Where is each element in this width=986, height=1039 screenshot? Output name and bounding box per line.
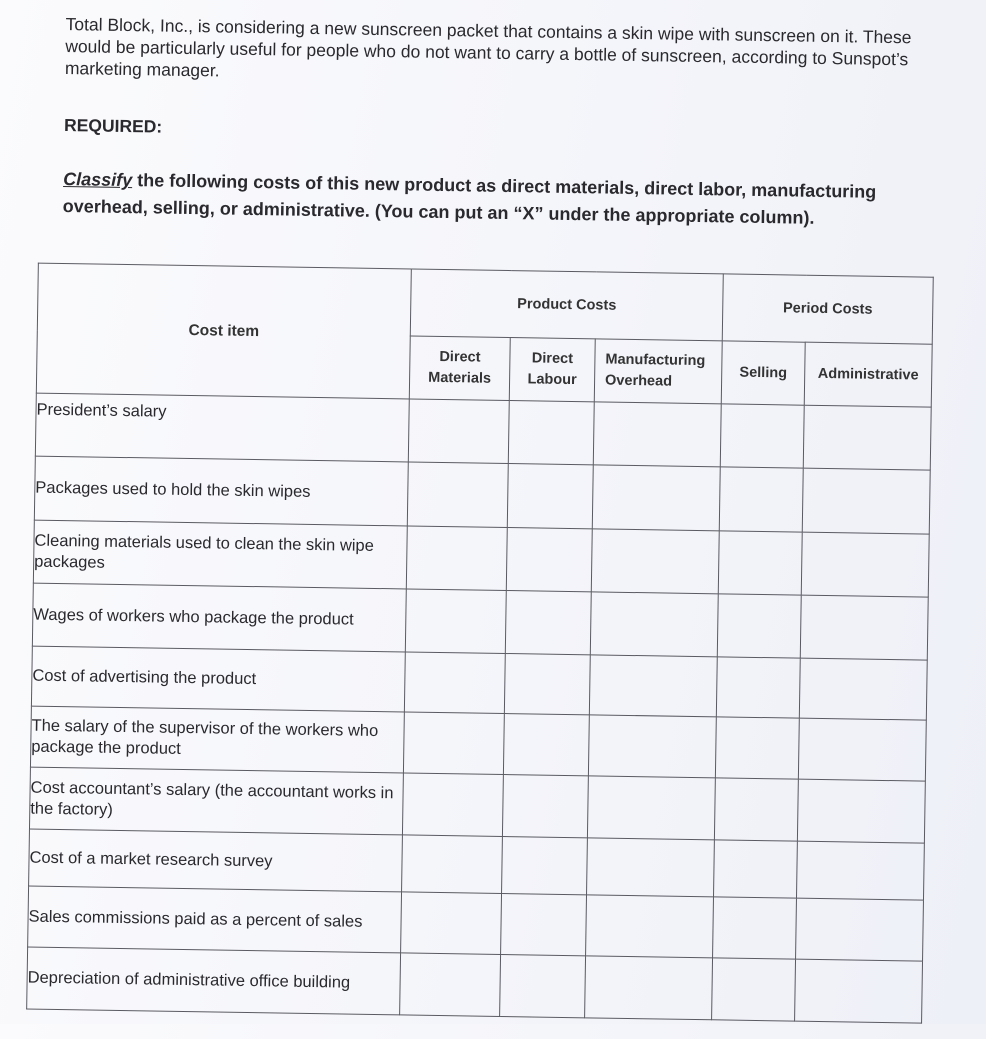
direct-materials-cell[interactable] — [405, 589, 506, 654]
direct-labour-cell[interactable] — [503, 714, 589, 776]
direct-labour-cell[interactable] — [502, 836, 588, 894]
selling-cell[interactable] — [715, 717, 799, 779]
selling-cell[interactable] — [718, 531, 802, 595]
manufacturing-overhead-cell[interactable] — [592, 465, 720, 531]
selling-cell[interactable] — [716, 657, 800, 718]
manufacturing-overhead-cell[interactable] — [589, 655, 717, 717]
period-costs-header: Period Costs — [722, 274, 933, 344]
manufacturing-overhead-cell[interactable] — [591, 529, 719, 594]
cost-item-cell: Cost of a market research survey — [29, 829, 403, 892]
administrative-cell[interactable] — [799, 658, 927, 720]
manufacturing-overhead-cell[interactable] — [585, 956, 713, 1020]
direct-labour-cell[interactable] — [505, 591, 591, 655]
administrative-cell[interactable] — [801, 532, 929, 597]
instruction-paragraph — [63, 166, 934, 234]
direct-materials-cell[interactable] — [406, 526, 507, 591]
administrative-cell[interactable] — [797, 841, 925, 900]
manufacturing-overhead-header: Manufacturing Overhead — [594, 339, 722, 404]
cost-item-cell: President’s salary — [35, 393, 409, 462]
administrative-cell[interactable] — [795, 959, 923, 1023]
direct-labour-cell[interactable] — [504, 654, 590, 715]
direct-materials-cell[interactable] — [407, 462, 508, 528]
administrative-cell[interactable] — [798, 718, 926, 781]
cost-classification-table — [26, 263, 934, 1024]
administrative-cell[interactable] — [803, 405, 931, 470]
direct-labour-cell[interactable] — [500, 954, 586, 1017]
manufacturing-overhead-cell[interactable] — [590, 592, 718, 657]
selling-cell[interactable] — [713, 897, 797, 959]
cost-item-cell: Packages used to hold the skin wipes — [34, 456, 408, 526]
selling-header: Selling — [721, 341, 805, 405]
manufacturing-overhead-cell[interactable] — [587, 776, 715, 840]
cost-item-cell: Wages of workers who package the product — [32, 583, 406, 652]
cost-item-cell: Sales commissions paid as a percent of sales — [28, 886, 402, 953]
selling-cell[interactable] — [720, 404, 804, 468]
direct-materials-cell[interactable] — [408, 399, 509, 464]
direct-materials-cell[interactable] — [402, 835, 503, 894]
direct-materials-cell[interactable] — [401, 892, 502, 955]
cost-item-cell: Cleaning materials used to clean the skin wipe packages — [33, 520, 407, 589]
cost-item-header: Cost item — [36, 263, 411, 399]
direct-materials-cell[interactable] — [404, 652, 505, 714]
instruction-text: the following costs of this new product as direct materials, direct labor, manufacturing overhead, selling, or administrative. (You can put an “X” under the appropriate column). — [62, 170, 877, 228]
selling-cell[interactable] — [717, 594, 801, 658]
table-row — [27, 947, 923, 1023]
direct-materials-header: Direct Materials — [409, 336, 510, 401]
direct-materials-cell[interactable] — [403, 712, 504, 775]
direct-materials-cell[interactable] — [402, 773, 503, 837]
direct-labour-cell[interactable] — [506, 528, 592, 592]
administrative-cell[interactable] — [796, 898, 924, 961]
cost-item-cell: Depreciation of administrative office building — [27, 947, 401, 1015]
cost-item-cell: Cost of advertising the product — [31, 646, 405, 712]
required-heading: REQUIRED: — [63, 115, 163, 137]
manufacturing-overhead-cell[interactable] — [587, 838, 715, 897]
administrative-cell[interactable] — [802, 468, 930, 534]
intro-paragraph: Total Block, Inc., is considering a new sunscreen packet that contains a skin wipe with sunscreen on it. These would be particularly useful for people who do not want to carry a bottle of sunscreen, according to Sunspot’s marketing manager. — [64, 14, 912, 81]
direct-labour-header: Direct Labour — [509, 338, 595, 402]
administrative-cell[interactable] — [797, 779, 925, 843]
selling-cell[interactable] — [712, 958, 796, 1021]
cost-item-cell: Cost accountant’s salary (the accountant works in the factory) — [29, 767, 403, 835]
administrative-cell[interactable] — [800, 595, 928, 660]
administrative-header: Administrative — [804, 342, 932, 407]
direct-labour-cell[interactable] — [507, 464, 593, 529]
instruction-keyword: Classify — [63, 169, 133, 191]
cost-item-cell: The salary of the supervisor of the workers who package the product — [30, 706, 404, 773]
selling-cell[interactable] — [719, 467, 803, 532]
selling-cell[interactable] — [714, 840, 798, 898]
direct-labour-cell[interactable] — [502, 775, 588, 838]
manufacturing-overhead-cell[interactable] — [593, 402, 721, 467]
direct-labour-cell[interactable] — [508, 401, 594, 465]
manufacturing-overhead-cell[interactable] — [586, 895, 714, 958]
product-costs-header: Product Costs — [410, 269, 723, 341]
direct-materials-cell[interactable] — [400, 953, 501, 1017]
selling-cell[interactable] — [714, 778, 798, 841]
direct-labour-cell[interactable] — [501, 893, 587, 955]
manufacturing-overhead-cell[interactable] — [588, 715, 716, 778]
